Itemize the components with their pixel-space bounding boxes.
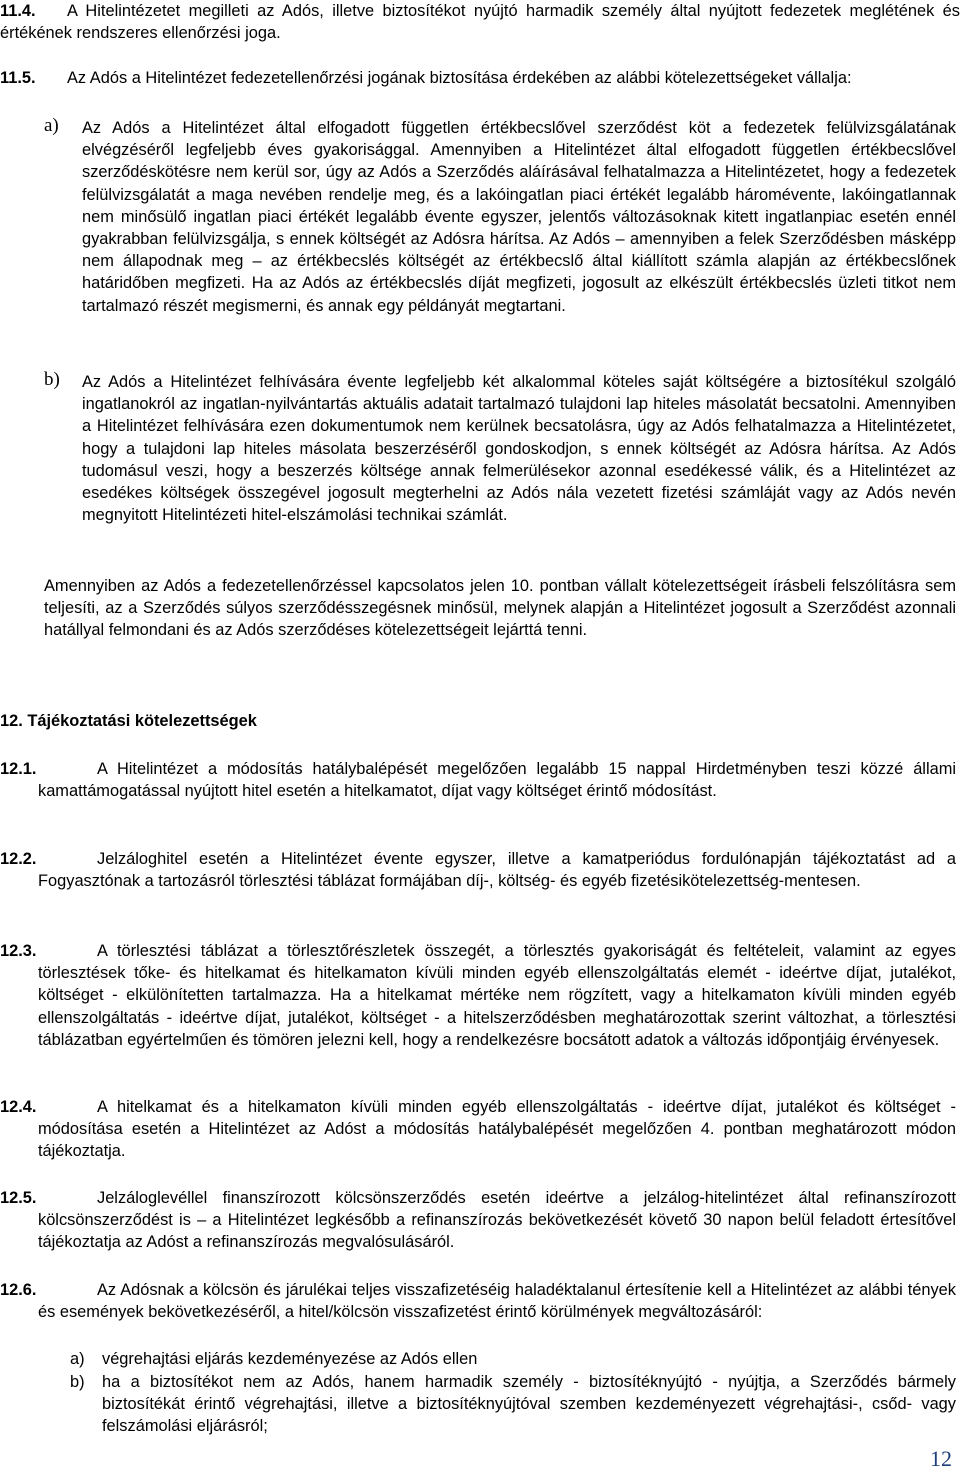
section-number-12-2: 12.2. (0, 850, 37, 868)
section-12-6-item-b: ha a biztosítékot nem az Adós, hanem harmadik személy - biztosítéknyújtó - nyújtja, a Szerződés bármely biztosítékát érintő végrehajtási, illetve a biztosítéknyújtóval szemben kezdeményezett végrehajtási-, csőd- vagy felszámolási eljárásról; (102, 1373, 956, 1436)
section-heading-12: 12. Tájékoztatási kötelezettségek (0, 712, 257, 730)
section-11-5-item-b: Az Adós a Hitelintézet felhívására évente legfeljebb két alkalommal köteles saját költségére a biztosítékul szolgáló ingatlanokról az ingatlan-nyilvántartás aktuális adatait tartalmazó tulajdoni lap hiteles másolatát becsatolni. Amennyiben a Hitelintézet felhívására ezen dokumentumok nem kerülnek becsatolásra, úgy az Adós felhatalmazza a Hitelintézetet, hogy a tulajdoni lap hiteles másolata beszerzéséről gondoskodjon, s ennek költségét az Adósra hárítsa. Az Adós tudomásul veszi, hogy a beszerzés költsége annak felmerülésekor azonnal esedékessé válik, és a Hitelintézet az esedékes költségek összegével jogosult megterhelni az Adós nála vezetett fizetési számláját vagy az Adós nevén megnyitott Hitelintézeti hitel-elszámolási technikai számlát. (82, 373, 956, 525)
section-number-12-1: 12.1. (0, 760, 37, 778)
section-12-5-text: Jelzáloglevéllel finanszírozott kölcsönszerződés esetén ideértve a jelzálog-hitelintézet által refinanszírozott kölcsönszerződést is – a Hitelintézet legkésőbb a refinanszírozás bekövetkezését követő 30 napon belül feladott értesítővel tájékoztatja az Adóst a refinanszírozás megvalósulásáról. (38, 1189, 956, 1252)
list-letter-12-6-a: a) (70, 1350, 85, 1368)
page-number: 12 (930, 1446, 952, 1471)
section-11-4-text: A Hitelintézetet megilleti az Adós, illetve biztosítékot nyújtó harmadik személy által nyújtott fedezetek meglétének és értékének rendszeres ellenőrzési joga. (0, 2, 960, 43)
section-number-11-4: 11.4. (0, 2, 36, 20)
section-number-12-3: 12.3. (0, 942, 37, 960)
section-12-3-text: A törlesztési táblázat a törlesztőrészletek összegét, a törlesztés gyakoriságát és feltételeit, valamint az egyes törlesztések tőke- és hitelkamat és hitelkamaton kívüli minden egyéb ellenszolgáltatás elemét - ideértve díjat, jutalékot, költséget - elkülönítetten tartalmazza. Ha a hitelkamat mértéke nem rögzített, vagy a hitelkamaton kívüli minden egyéb ellenszolgáltatás - ideértve díjat, jutalékot, költséget - a hitelszerződésben meghatározottak szerint változhat, a törlesztési táblázatban egyértelműen és tömören jelezni kell, hogy a rendelkezésre bocsátott adatok a változás időpontjáig érvényesek. (38, 942, 956, 1049)
section-12-2-text: Jelzáloghitel esetén a Hitelintézet évente egyszer, illetve a kamatperiódus fordulónapján tájékoztatást ad a Fogyasztónak a tartozásról törlesztési táblázat formájában díj-, költség- és egyéb fizetésikötelezettség-mentesen. (38, 850, 956, 891)
section-number-12-4: 12.4. (0, 1098, 37, 1116)
section-number-11-5: 11.5. (0, 69, 36, 87)
section-12-6-item-a: végrehajtási eljárás kezdeményezése az Adós ellen (102, 1350, 478, 1368)
section-12-4-text: A hitelkamat és a hitelkamaton kívüli minden egyéb ellenszolgáltatás - ideértve díjat, jutalékot és költséget - módosítása esetén a Hitelintézet az Adóst a módosítás hatálybalépését megelőzően 4. pontban meghatározott módon tájékoztatja. (38, 1098, 956, 1161)
section-12-6-text: Az Adósnak a kölcsön és járulékai teljes visszafizetéséig haladéktalanul értesítenie kell a Hitelintézet az alábbi tények és események bekövetkezéséről, a hitel/kölcsön visszafizetést érintő körülmények megváltozásáról: (38, 1281, 956, 1322)
section-11-5-text: Az Adós a Hitelintézet fedezetellenőrzési jogának biztosítása érdekében az alábbi kötelezettségeket vállalja: (67, 69, 852, 87)
list-letter-a: a) (44, 115, 59, 136)
section-11-5-item-a: Az Adós a Hitelintézet által elfogadott független értékbecslővel szerződést köt a fedezetek felülvizsgálatának elvégzéséről legfeljebb éves gyakorisággal. Amennyiben a Hitelintézet által elfogadott független értékbecslővel szerződéskötésre nem kerül sor, úgy az Adós a Szerződés aláírásával felhatalmazza a Hitelintézetet, hogy a fedezetek felülvizsgálatát a maga nevében rendelje meg, és a lakóingatlan piaci értékét legalább háromévente, lakóingatlannak nem minősülő ingatlan piaci értékét legalább évente egyszer, jelentős változásoknak kitett ingatlanpiac esetén ennél gyakrabban felülvizsgálja, s ennek költségét az Adósra hárítsa. Az Adós – amennyiben a felek Szerződésben másképp nem állapodnak meg – az értékbecslés költségét az értékbecslő által kiállított számla alapján az értékbecslőnek határidőben megfizeti. Ha az Adós az értékbecslés díját megfizeti, jogosult az elkészült értékbecslés üzleti titkot nem tartalmazó részét megismerni, és annak egy példányát megtartani. (82, 119, 956, 315)
section-number-12-5: 12.5. (0, 1189, 37, 1207)
section-11-5-closing: Amennyiben az Adós a fedezetellenőrzéssel kapcsolatos jelen 10. pontban vállalt kötelezettségeit írásbeli felszólításra sem teljesíti, az a Szerződés súlyos szerződésszegésnek minősül, melynek alapján a Hitelintézet jogosult a Szerződést azonnali hatállyal felmondani és az Adós szerződéses kötelezettségeit lejárttá tenni. (44, 577, 956, 640)
list-letter-b: b) (44, 369, 60, 390)
section-12-1-text: A Hitelintézet a módosítás hatálybalépését megelőzően legalább 15 nappal Hirdetményben teszi közzé állami kamattámogatással nyújtott hitel esetén a hitelkamatot, díjat vagy költséget érintő módosítást. (38, 760, 956, 801)
list-letter-12-6-b: b) (70, 1373, 85, 1391)
section-number-12-6: 12.6. (0, 1281, 37, 1299)
